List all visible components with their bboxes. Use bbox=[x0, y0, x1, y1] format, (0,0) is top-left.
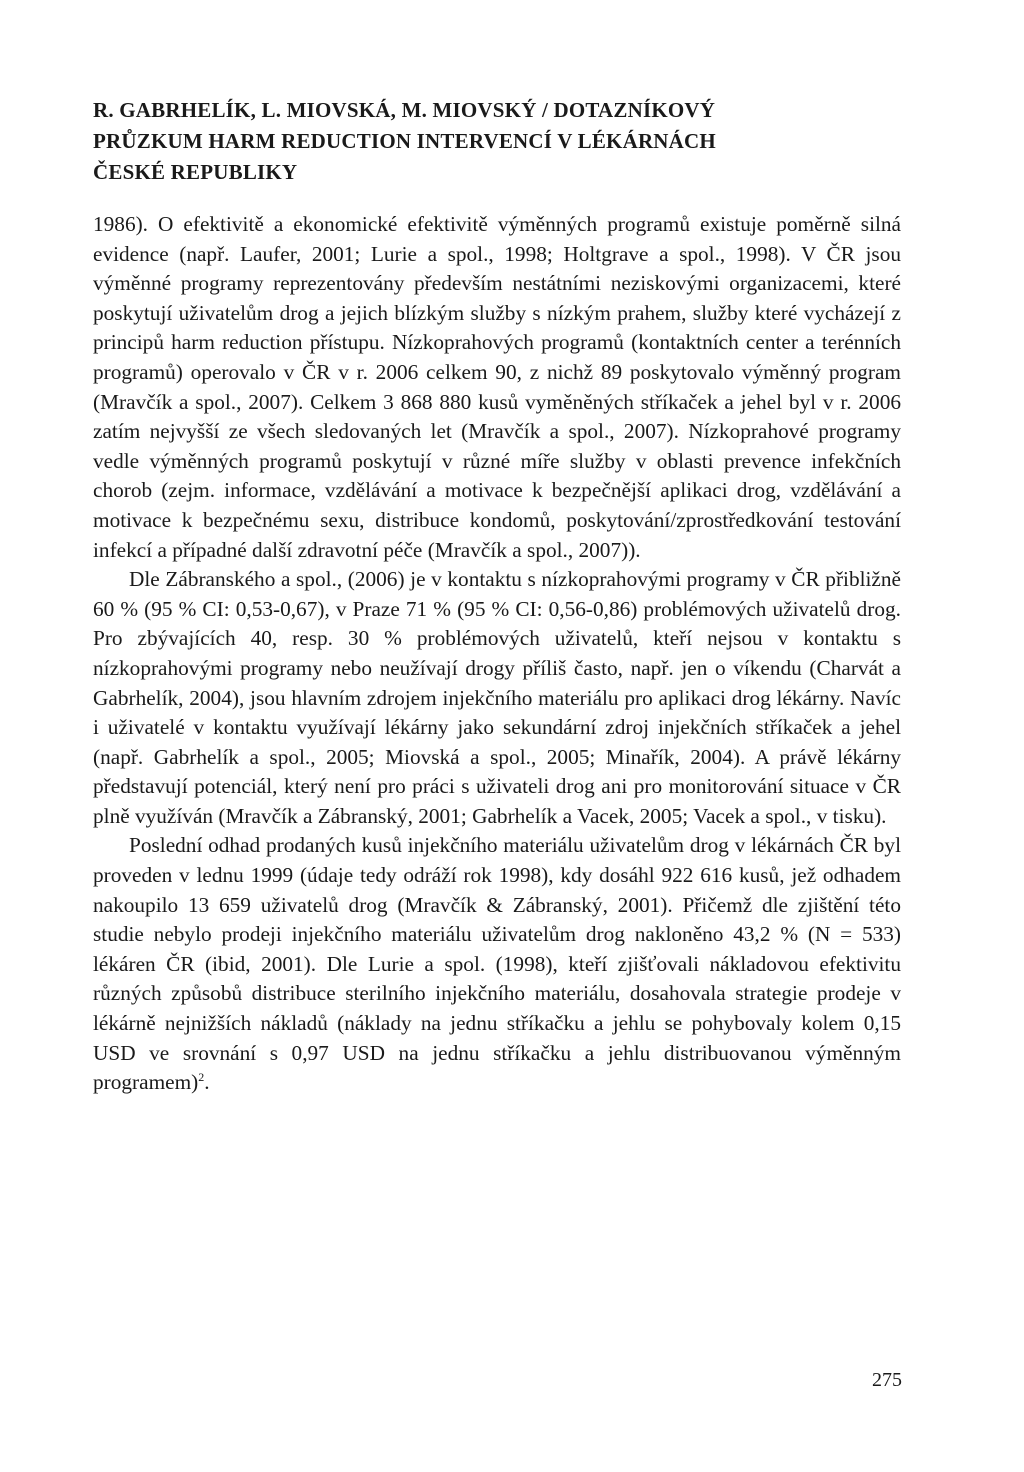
paragraph-1: 1986). O efektivitě a ekonomické efektivitě výměnných programů existuje poměrně silná evidence (např. Laufer, 2001; Lurie a spol., 1998; Holtgrave a spol., 1998). V ČR jsou výměnné programy reprezentovány především nestátními neziskovými organizacemi, které poskytují uživatelům drog a jejich blízkým služby s nízkým prahem, služby které vycházejí z principů harm reduction přístupu. Nízkoprahových programů (kontaktních center a terénních programů) operovalo v ČR v r. 2006 celkem 90, z nichž 89 poskytovalo výměnný program (Mravčík a spol., 2007). Celkem 3 868 880 kusů vyměněných stříkaček a jehel byl v r. 2006 zatím nejvyšší ze všech sledovaných let (Mravčík a spol., 2007). Nízkoprahové programy vedle výměnných programů poskytují v různé míře služby v oblasti prevence infekčních chorob (zejm. informace, vzdělávání a motivace k bezpečnější aplikaci drog, vzdělávání a motivace k bezpečnému sexu, distribuce kondomů, poskytování/zprostředkování testování infekcí a případné další zdravotní péče (Mravčík a spol., 2007)). bbox=[93, 212, 901, 562]
body-text bbox=[93, 210, 901, 1098]
running-header bbox=[93, 95, 913, 188]
footnote-reference[interactable]: 2 bbox=[198, 1070, 205, 1085]
page-number: 275 bbox=[872, 1369, 902, 1391]
paragraph-2: Dle Zábranského a spol., (2006) je v kontaktu s nízkoprahovými programy v ČR přibližně 60 % (95 % CI: 0,53-0,67), v Praze 71 % (95 % CI: 0,56-0,86) problémových uživatelů drog. Pro zbývajících 40, resp. 30 % problémových uživatelů, kteří nejsou v kontaktu s nízkoprahovými programy nebo neužívají drogy příliš často, např. jen o víkendu (Charvát a Gabrhelík, 2004), jsou hlavním zdrojem injekčního materiálu pro aplikaci drog lékárny. Navíc i uživatelé v kontaktu využívají lékárny jako sekundární zdroj injekčních stříkaček a jehel (např. Gabrhelík a spol., 2005; Miovská a spol., 2005; Minařík, 2004). A právě lékárny představují potenciál, který není pro práci s uživateli drog ani pro monitorování situace v ČR plně využíván (Mravčík a Zábranský, 2001; Gabrhelík a Vacek, 2005; Vacek a spol., v tisku). bbox=[93, 567, 901, 828]
paragraph-3-end: . bbox=[204, 1070, 210, 1095]
running-header-line-3: ČESKÉ REPUBLIKY bbox=[93, 160, 298, 184]
paragraph-3-text: Poslední odhad prodaných kusů injekčního materiálu uživatelům drog v lékárnách ČR byl proveden v lednu 1999 (údaje tedy odráží rok 1998), kdy dosáhl 922 616 kusů, jež odhadem nakoupilo 13 659 uživatelů drog (Mravčík & Zábranský, 2001). Přičemž dle zjištění této studie nebylo prodeji injekčního materiálu uživatelům drog nakloněno 43,2 % (N = 533) lékáren ČR (ibid, 2001). Dle Lurie a spol. (1998), kteří zjišťovali nákladovou efektivitu různých způsobů distribuce sterilního injekčního materiálu, dosahovala strategie prodeje v lékárně nejnižších nákladů (náklady na jednu stříkačku a jehlu se pohybovaly kolem 0,15 USD ve srovnání s 0,97 USD na jednu stříkačku a jehlu distribuovanou výměnným programem) bbox=[93, 833, 901, 1095]
paragraph-3 bbox=[93, 831, 901, 1097]
running-header-line-1: R. GABRHELÍK, L. MIOVSKÁ, M. MIOVSKÝ / DOTAZNÍKOVÝ bbox=[93, 98, 716, 122]
running-header-line-2: PRŮZKUM HARM REDUCTION INTERVENCÍ V LÉKÁRNÁCH bbox=[93, 129, 716, 153]
